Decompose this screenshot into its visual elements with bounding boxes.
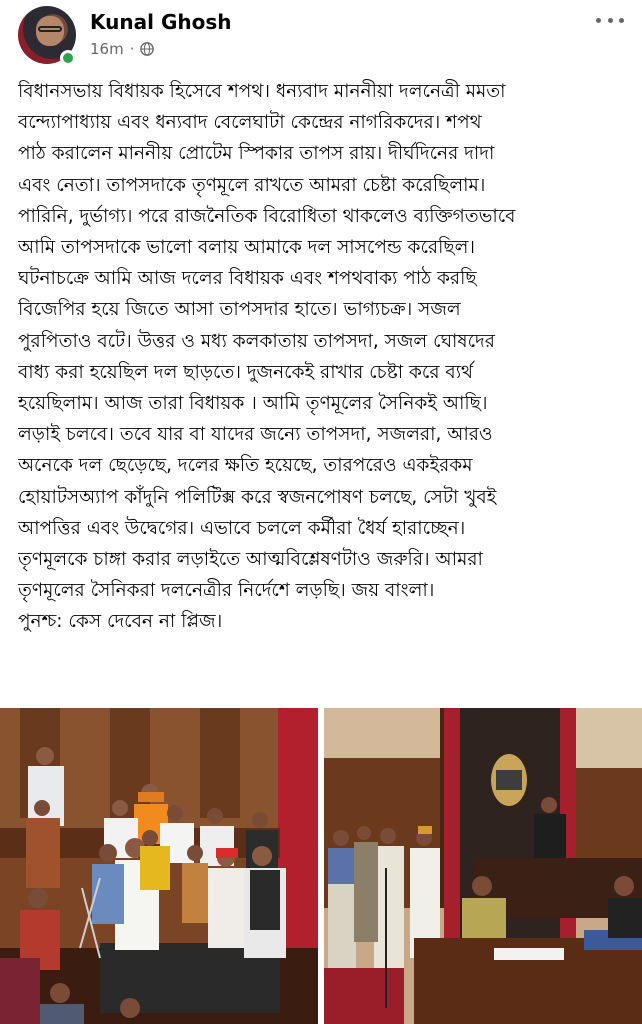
more-dots-icon — [619, 18, 624, 23]
more-options-button[interactable] — [596, 8, 624, 32]
post-text-line: বিধানসভায় বিধায়ক হিসেবে শপথ। ধন্যবাদ মাননীয়া দলনেত্রী মমতা — [18, 81, 506, 102]
post-text-line: পুনশ্চ: কেস দেবেন না প্লিজ। — [18, 611, 223, 633]
post-text-line: বাধ্য করা হয়েছিল দল ছাড়তে। দুজনকেই রাখার চেষ্টা করে ব্যর্থ — [18, 361, 474, 383]
globe-icon[interactable] — [140, 42, 154, 56]
post-text-line: পুরপিতাও বটে। উত্তর ও মধ্য কলকাতায় তাপসদা, সজল ঘোষদের — [18, 330, 495, 352]
author-avatar[interactable] — [18, 6, 76, 64]
post-text-line: তৃণমূলের সৈনিকরা দলনেত্রীর নির্দেশে লড়ছি। জয় বাংলা। — [18, 580, 435, 602]
more-dots-icon — [608, 18, 613, 23]
post-text-line: আপত্তির এবং উদ্বেগের। এভাবে চললে কর্মীরা ধৈর্য হারাচ্ছেন। — [18, 517, 466, 539]
author-name[interactable]: Kunal Ghosh — [90, 10, 232, 34]
post-body — [18, 76, 630, 638]
post-photo-assembly-hall[interactable] — [0, 708, 318, 1024]
post-photo-speaker-podium[interactable] — [324, 708, 642, 1024]
post-text-line: এবং নেতা। তাপসদাকে তৃণমূলে রাখতে আমরা চেষ্টা করেছিলাম। — [18, 174, 486, 196]
avatar-glasses — [38, 26, 62, 32]
online-status-icon — [60, 50, 76, 66]
post-text-line: লড়াই চলবে। তবে যার বা যাদের জন্যে তাপসদা, সজলরা, আরও — [18, 424, 493, 446]
post-text-line: বিজেপির হয়ে জিতে আসা তাপসদার হাতে। ভাগ্যচক্র। সজল — [18, 299, 461, 321]
more-dots-icon — [596, 18, 601, 23]
post-text-line: হোয়াটসঅ্যাপ কাঁদুনি পলিটিক্স করে স্বজনপোষণ চলছে, সেটা খুবই — [18, 486, 497, 508]
post-meta — [90, 40, 154, 58]
post-text-line: আমি তাপসদাকে ভালো বলায় আমাকে দল সাসপেন্ড করেছিল। — [18, 237, 475, 259]
post-text-line: হয়েছিলাম। আজ তারা বিধায়ক । আমি তৃণমূলের সৈনিকই আছি। — [18, 393, 488, 415]
post-text-line: ঘটনাচক্রে আমি আজ দলের বিধায়ক এবং শপথবাক্য পাঠ করছি — [18, 268, 477, 290]
post-time[interactable]: 16m — [90, 40, 124, 58]
post-text-line: পাঠ করালেন মাননীয় প্রোটেম স্পিকার তাপস রায়। দীর্ঘদিনের দাদা — [18, 143, 495, 165]
meta-separator: · — [129, 40, 135, 58]
photo-grid — [0, 708, 642, 1024]
post-text-line: বন্দ্যোপাধ্যায় এবং ধন্যবাদ বেলেঘাটা কেন্দ্রের নাগরিকদের। শপথ — [18, 112, 482, 134]
post-header — [0, 0, 642, 70]
post-text-line: পারিনি, দুর্ভাগ্য। পরে রাজনৈতিক বিরোধিতা থাকলেও ব্যক্তিগতভাবে — [18, 205, 516, 227]
post-text-line: তৃণমূলকে চাঙ্গা করার লড়াইতে আত্মবিশ্লেষণটাও জরুরি। আমরা — [18, 549, 483, 571]
post-text-line: অনেকে দল ছেড়েছে, দলের ক্ষতি হয়েছে, তারপরেও একইরকম — [18, 455, 473, 477]
